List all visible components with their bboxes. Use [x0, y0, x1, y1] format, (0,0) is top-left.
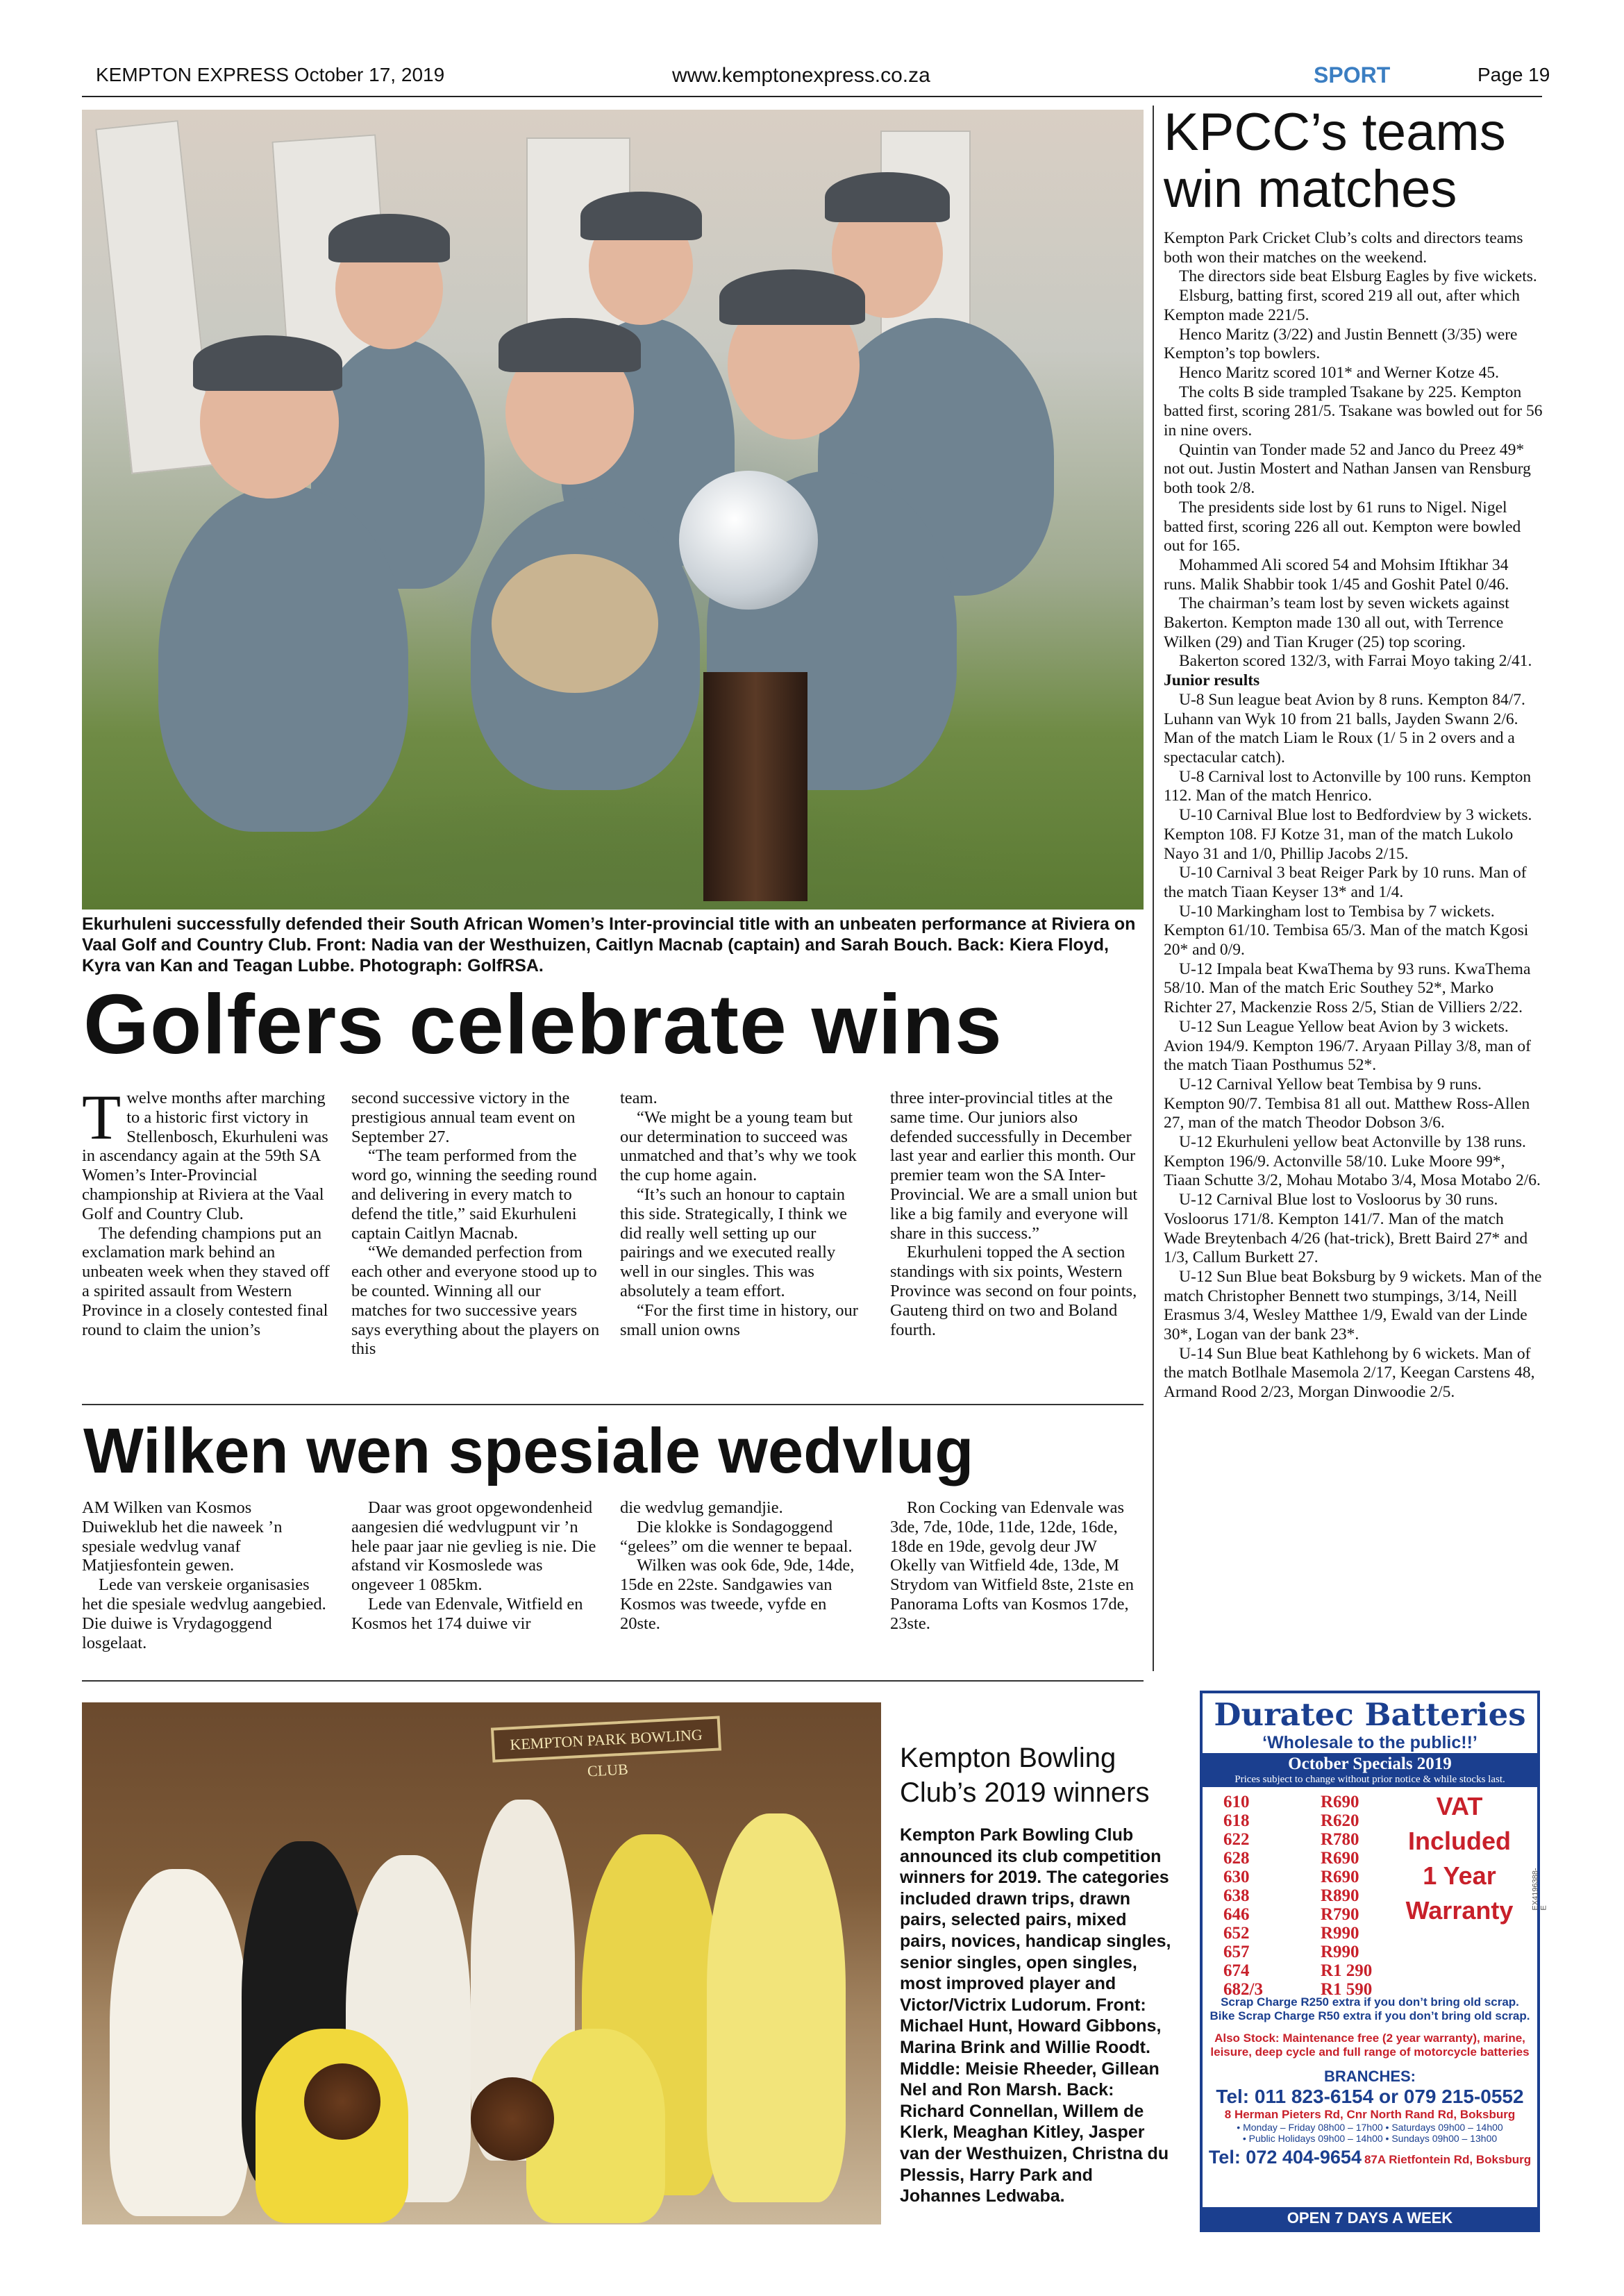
shield-trophy	[304, 2063, 380, 2140]
golf-column-4	[890, 1089, 1141, 1339]
golf-paragraph: The defending champions put an exclamation mark behind an unbeaten week when they staved off a spirited assault from Western Province in a closely contested final round to claim the union’s	[82, 1223, 330, 1339]
battery-code: 682/3	[1223, 1980, 1263, 1999]
wilken-column-3	[620, 1498, 869, 1634]
battery-code: 628	[1223, 1849, 1250, 1868]
kpcc-paragraph: Quintin van Tonder made 52 and Janco du Preez 49* not out. Justin Mostert and Nathan Jansen van Rensburg both took 2/8.	[1164, 440, 1531, 498]
kpcc-paragraph: The directors side beat Elsburg Eagles by five wickets.	[1179, 267, 1537, 286]
kpcc-paragraph: U-12 Carnival Yellow beat Tembisa by 9 runs. Kempton 90/7. Tembisa 81 all out. Matthew Ross-Allen 27, man of the match Theodor Dobson 3/6.	[1164, 1075, 1530, 1132]
kpcc-paragraph: U-10 Carnival 3 beat Reiger Park by 10 runs. Man of the match Tiaan Keyser 13* and 1/4.	[1164, 864, 1527, 901]
golf-column-1	[82, 1082, 330, 1339]
bowling-caption: Kempton Park Bowling Club announced its club competition winners for 2019. The categories included drawn trips, drawn pairs, selected pairs, mixed pairs, novices, handicap singles, senior singles, open singles, most improved player and Victor/Victrix Ludorum. Front: Michael Hunt, Howard Gibbons, Marina Brink and Willie Roodt. Middle: Meisie Rheeder, Gillean Nel and Ron Marsh. Back: Richard Connellan, Willem de Klerk, Meaghan Kitley, Jasper van der Westhuizen, Christna du Plessis, Harry Park and Johannes Ledwaba.	[900, 1825, 1171, 2206]
column-rule	[1153, 106, 1154, 1671]
open-seven-days: OPEN 7 DAYS A WEEK	[1203, 2207, 1537, 2229]
golf-paragraph: “We might be a young team but our determination to succeed was unmatched and that’s why we took the cup home again.	[620, 1107, 857, 1185]
flag-banner	[95, 120, 215, 474]
battery-price: R690	[1321, 1793, 1359, 1811]
section-divider	[82, 1404, 1144, 1405]
golf-column-3	[620, 1089, 869, 1339]
wilken-paragraph: Wilken was ook 6de, 9de, 14de, 15de en 22ste. Sandgawies van Kosmos was tweede, vyfde en 20ste.	[620, 1556, 855, 1633]
golf-paragraph: welve months after marching to a historic first victory in Stellenbosch, Ekurhuleni was in ascendancy again at the 59th SA Women’s Inter-Provincial championship at Riviera at the Vaal Golf and Country Club.	[82, 1089, 328, 1223]
phone-1[interactable]: Tel: 011 823-6154 or 079 215-0552	[1216, 2086, 1524, 2107]
vat-line: VAT	[1436, 1792, 1483, 1820]
section-label: SPORT	[1314, 62, 1391, 87]
kpcc-subheading: Junior results	[1164, 671, 1260, 690]
ad-specials: October Specials 2019	[1203, 1753, 1537, 1774]
section-divider	[82, 1680, 1144, 1682]
kpcc-paragraph: U-8 Carnival lost to Actonville by 100 runs. Kempton 112. Man of the match Henrico.	[1164, 767, 1532, 805]
duratec-advert[interactable]	[1200, 1691, 1548, 2232]
shield-trophy	[471, 2077, 554, 2161]
kpcc-paragraph: U-12 Carnival Blue lost to Vosloorus by 30 runs. Vosloorus 171/8. Kempton 141/7. Man of the match Wade Breytenbach 4/26 (hat-trick), Brett Baird 27* and 1/3, Callum Burkett 27.	[1164, 1191, 1528, 1267]
golf-cap	[580, 192, 702, 240]
kpcc-paragraph: Mohammed Ali scored 54 and Mohsim Iftikhar 34 runs. Malik Shabbir took 1/45 and Goshit Patel 0/46.	[1164, 555, 1509, 594]
golf-headline: Golfers celebrate wins	[83, 977, 1003, 1071]
also-stock: Also Stock: Maintenance free (2 year warranty), marine, leisure, deep cycle and full range of motorcycle batteries	[1210, 2031, 1530, 2059]
hours-1: • Monday – Friday 08h00 – 17h00 • Saturdays 09h00 – 14h00	[1237, 2122, 1503, 2133]
kpcc-paragraph: U-12 Sun Blue beat Boksburg by 9 wickets. Man of the match Christopher Bennett two stumpings, 3/14, Neill Erasmus 3/4, Wesley Matthee 1/9, Ewald van der Linde 30*, Logan van der bank 23*.	[1164, 1267, 1542, 1344]
golf-cap	[328, 214, 450, 262]
wilken-paragraph: die wedvlug gemandjie.	[620, 1498, 783, 1517]
golf-paragraph: Ekurhuleni topped the A section standings with six points, Western Province was second on four points, Gauteng third on two and Boland fourth.	[890, 1243, 1137, 1339]
battery-code: 657	[1223, 1943, 1250, 1961]
hours-2: • Public Holidays 09h00 – 14h00 • Sundays 09h00 – 13h00	[1242, 2133, 1498, 2144]
battery-code: 674	[1223, 1961, 1250, 1980]
kpcc-paragraph: The colts B side trampled Tsakane by 225. Kempton batted first, scoring 281/5. Tsakane was bowled out for 56 in nine overs.	[1164, 383, 1543, 440]
bowler	[707, 1813, 846, 2202]
address-2: 87A Rietfontein Rd, Boksburg	[1364, 2153, 1532, 2166]
golf-cap	[499, 318, 641, 372]
battery-price: R690	[1321, 1868, 1359, 1886]
wilken-paragraph: AM Wilken van Kosmos Duiweklub het die naweek ’n spesiale wedvlug vanaf Matjiesfontein gewen.	[82, 1498, 283, 1575]
ad-brand: Duratec Batteries	[1214, 1696, 1526, 1733]
phone-2[interactable]: Tel: 072 404-9654	[1208, 2147, 1362, 2168]
ad-tagline: ‘Wholesale to the public!!’	[1262, 1733, 1477, 1752]
battery-price: R780	[1321, 1830, 1359, 1849]
kpcc-paragraph: U-12 Sun League Yellow beat Avion by 3 wickets. Avion 194/9. Kempton 196/7. Aryaan Pillay 3/8, man of the match Tiaan Posthumus 52*.	[1164, 1017, 1531, 1075]
wilken-column-4	[890, 1498, 1141, 1634]
battery-price: R890	[1321, 1886, 1359, 1905]
golf-column-2	[351, 1089, 600, 1359]
kpcc-paragraph: U-14 Sun Blue beat Kathlehong by 6 wickets. Man of the match Botlhale Masemola 2/17, Keegan Carstens 48, Armand Rood 2/23, Morgan Dinwoodie 2/5.	[1164, 1344, 1535, 1402]
battery-code: 618	[1223, 1811, 1250, 1830]
vat-block	[1397, 1789, 1522, 1928]
paper-date: KEMPTON EXPRESS October 17, 2019	[96, 64, 445, 85]
site-url[interactable]: www.kemptonexpress.co.za	[672, 64, 930, 87]
battery-code: 652	[1223, 1924, 1250, 1943]
trophy-plinth	[703, 672, 807, 901]
wilken-column-1	[82, 1498, 330, 1652]
golf-team-photo	[82, 110, 1144, 910]
bike-scrap-charge: Bike Scrap Charge R50 extra if you don’t bring old scrap.	[1209, 2009, 1530, 2022]
trophy-globe	[679, 471, 818, 610]
kpcc-paragraph: Henco Maritz scored 101* and Werner Kotze 45.	[1179, 363, 1499, 382]
golf-paragraph: “The team performed from the word go, winning the seeding round and delivering in every match to defend the title,” said Ekurhuleni captain Caitlyn Macnab.	[351, 1146, 597, 1243]
battery-code: 646	[1223, 1905, 1250, 1924]
vat-line: 1 Year	[1423, 1861, 1496, 1890]
kpcc-paragraph: The chairman’s team lost by seven wickets against Bakerton. Kempton made 130 all out, with Terrence Wilken (29) and Tian Kruger (25) top scoring.	[1164, 594, 1509, 651]
golf-paragraph: “For the first time in history, our small union owns	[620, 1300, 858, 1339]
wilken-headline: Wilken wen spesiale wedvlug	[83, 1416, 974, 1486]
vat-line: Included	[1407, 1827, 1511, 1855]
golfer	[158, 485, 408, 832]
battery-price: R620	[1321, 1811, 1359, 1830]
golf-paragraph: “It’s such an honour to captain this side. Strategically, I think we did really well setting up our pairings and we executed really well in our singles. This was absolutely a team effort.	[620, 1184, 848, 1300]
kpcc-paragraph: U-10 Markingham lost to Tembisa by 7 wickets. Kempton 61/10. Tembisa 65/3. Man of the match Kgosi 20* and 0/9.	[1164, 902, 1529, 960]
kpcc-paragraph: Kempton Park Cricket Club’s colts and directors teams both won their matches on the weekend.	[1164, 229, 1523, 267]
club-sign: KEMPTON PARK BOWLING CLUB	[491, 1716, 721, 1762]
battery-price: R1 590	[1321, 1980, 1373, 1999]
kpcc-paragraph: U-8 Sun league beat Avion by 8 runs. Kempton 84/7. Luhann van Wyk 10 from 21 balls, Jayden Swann 2/6. Man of the match Liam le Roux (1/ 5 in 2 overs and a spectacular catch).	[1164, 690, 1525, 766]
drop-cap: T	[82, 1082, 122, 1153]
golf-photo-caption: Ekurhuleni successfully defended their South African Women’s Inter-provincial title with an unbeaten performance at Riviera on Vaal Golf and Country Club. Front: Nadia van der Westhuizen, Caitlyn Macnab (captain) and Sarah Bouch. Back: Kiera Floyd, Kyra van Kan and Teagan Lubbe. Photograph: GolfRSA.	[82, 914, 1136, 975]
battery-price: R990	[1321, 1943, 1359, 1961]
branches-label: BRANCHES:	[1324, 2068, 1416, 2085]
kpcc-headline: KPCC’s teams win matches	[1164, 103, 1506, 219]
ad-notice: Prices subject to change without prior notice & while stocks last.	[1203, 1774, 1537, 1787]
kpcc-paragraph: U-12 Impala beat KwaThema by 93 runs. KwaThema 58/10. Man of the match Eric Southey 52*, Marko Richter 27, Mackenzie Ross 2/5, Stian de Villiers 2/22.	[1164, 960, 1531, 1017]
branch-2	[1203, 2147, 1537, 2168]
golf-paragraph: team.	[620, 1089, 658, 1107]
kpcc-paragraph: Henco Maritz (3/22) and Justin Bennett (3/35) were Kempton’s top bowlers.	[1164, 325, 1518, 363]
ad-code: EX4196388-E	[1531, 1868, 1548, 1911]
wilken-paragraph: Daar was groot opgewondenheid aangesien dié wedvlugpunt vir ’n hele paar jaar nie gevlieg is nie. Die afstand vir Kosmoslede was ongeveer 1 085km.	[351, 1498, 596, 1595]
battery-code: 630	[1223, 1868, 1250, 1886]
battery-price: R690	[1321, 1849, 1359, 1868]
page-number: Page 19	[1477, 64, 1550, 85]
wilken-paragraph: Lede van Edenvale, Witfield en Kosmos het 174 duiwe vir	[351, 1594, 583, 1633]
address-1: 8 Herman Pieters Rd, Cnr North Rand Rd, Boksburg	[1224, 2108, 1516, 2121]
header-rule	[82, 96, 1542, 97]
battery-code: 622	[1223, 1830, 1250, 1849]
golf-paragraph: “We demanded perfection from each other and everyone stood up to be counted. Winning all our matches for two successive years says everything about the players on this	[351, 1243, 600, 1359]
wilken-paragraph: Lede van verskeie organisasies het die spesiale wedvlug aangebied. Die duiwe is Vrydagoggend losgelaat.	[82, 1575, 326, 1652]
kpcc-paragraph: Bakerton scored 132/3, with Farrai Moyo taking 2/41.	[1179, 652, 1532, 671]
battery-price: R790	[1321, 1905, 1359, 1924]
golf-paragraph: three inter-provincial titles at the same time. Our juniors also defended successfully in December last year and earlier this month. Our premier team won the SA Inter-Provincial. We are a small union but like a big family and everyone will share in this success.”	[890, 1089, 1138, 1243]
golf-cap	[825, 172, 950, 222]
battery-price: R990	[1321, 1924, 1359, 1943]
wilken-column-2	[351, 1498, 600, 1634]
scrap-charge: Scrap Charge R250 extra if you don’t bring old scrap.	[1221, 1995, 1519, 2009]
bowler	[110, 1869, 249, 2216]
wilken-paragraph: Die klokke is Sondagoggend “gelees” om die wenner te bepaal.	[620, 1517, 853, 1556]
kpcc-paragraph: The presidents side lost by 61 runs to Nigel. Nigel batted first, scoring 226 all out. Kempton were bowled out for 165.	[1164, 498, 1521, 555]
kpcc-paragraph: U-12 Ekurhuleni yellow beat Actonville by 138 runs. Kempton 196/9. Actonville 58/10. Luke Moore 99*, Tiaan Schutte 3/2, Mohau Motabo 3/4, Mosa Motabo 2/6.	[1164, 1133, 1541, 1190]
bowling-headline: Kempton Bowling Club’s 2019 winners	[900, 1743, 1150, 1808]
wilken-paragraph: Ron Cocking van Edenvale was 3de, 7de, 10de, 11de, 12de, 16de, 18de en 19de, gevolg deur JW Okelly van Witfield 4de, 13de, M Strydom van Witfield 8ste, 21ste en Panorama Lofts van Kosmos 17de, 23ste.	[890, 1498, 1135, 1633]
kpcc-paragraph: U-10 Carnival Blue lost to Bedfordview by 3 wickets. Kempton 108. FJ Kotze 31, man of the match Lukolo Nayo 31 and 1/0, Phillip Jacobs 2/15.	[1164, 806, 1532, 863]
mascot-toy	[492, 554, 658, 693]
battery-code: 610	[1223, 1793, 1250, 1811]
vat-line: Warranty	[1405, 1896, 1514, 1925]
golf-cap	[719, 269, 865, 325]
battery-price: R1 290	[1321, 1961, 1373, 1980]
bowling-club-photo	[82, 1702, 881, 2224]
kpcc-paragraph: Elsburg, batting first, scored 219 all out, after which Kempton made 221/5.	[1164, 287, 1520, 324]
golf-paragraph: second successive victory in the prestigious annual team event on September 27.	[351, 1089, 576, 1146]
battery-code: 638	[1223, 1886, 1250, 1905]
golf-cap	[193, 335, 342, 391]
kpcc-article	[1164, 229, 1544, 1402]
